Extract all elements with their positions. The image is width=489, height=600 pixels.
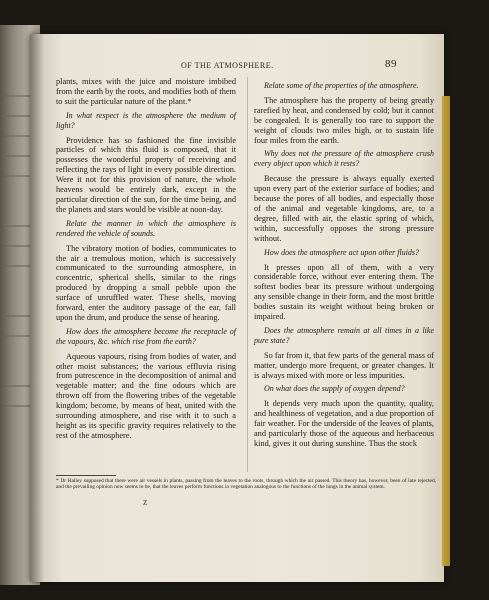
- answer-paragraph: It presses upon all of them, with a very considerable force, without ever entering them. The softest bodies bear its pressure without undergoing any sensible change in their form, and the most brittle bodies sustain its weight without being broken or impaired.: [254, 262, 434, 322]
- page-gutter-shadow: [30, 34, 44, 582]
- question-heading: How does the atmosphere become the receptacle of the vapours, &c. which rise from the earth?: [56, 326, 236, 346]
- answer-paragraph: So far from it, that few parts of the general mass of matter, undergo more frequent, or greater changes. It is always mixed with more or less impurities.: [254, 350, 434, 380]
- answer-paragraph: The atmosphere has the property of being greatly rarefied by heat, and condensed by cold; but it cannot be congealed. It is generally too rare to support the weight of clouds two miles high, or to sustain life four miles from the earth.: [254, 95, 434, 145]
- question-heading: Relate some of the properties of the atmosphere.: [264, 81, 419, 90]
- footnote-rule: [56, 475, 116, 476]
- answer-paragraph: plants, mixes with the juice and moisture imbibed from the earth by the roots, and modifies both of them to suit the particular nature of the plant.*: [56, 77, 236, 106]
- running-title: OF THE ATMOSPHERE.: [181, 61, 274, 70]
- question-heading: Relate the manner in which the atmosphere is rendered the vehicle of sounds.: [56, 218, 236, 238]
- question-heading: How does the atmosphere act upon other fluids?: [264, 247, 420, 257]
- answer-paragraph: Because the pressure is always equally exerted upon every part of the exterior surface of bodies; and because the pores of all bodies, and especially those of the animal and vegetable kingdoms, are, to a degree, filled with air, the elastic spring of which, within, successfully opposes the strong pressure without.: [254, 174, 434, 243]
- right-text-column: [254, 77, 434, 453]
- question-heading: On what does the supply of oxygen depend?: [264, 384, 405, 394]
- question-heading: In what respect is the atmosphere the medium of light?: [56, 110, 236, 130]
- answer-paragraph: The vibratory motion of bodies, communicates to the air a tremulous motion, which is successively communicated to the surrounding atmosphere, in concentric, spherical shells, similar to the rings produced by dropping a small pebble upon the surface of unruffled water. These shells, moving forward, enter the auditory passage of the ear, fall upon the drum, and produce the sense of hearing.: [56, 243, 236, 322]
- answer-paragraph: Aqueous vapours, rising from bodies of water, and other moist substances; the various effluvia rising from putrescence in the decomposition of animal and vegetable matter; and the fine odours which are thrown off from the flowering tribes of the vegetable kingdom; become, by means of heat, united with the surrounding atmosphere, and rise with it to such a height as its specific gravity requires relatively to the rest of the atmosphere.: [56, 351, 236, 440]
- answer-paragraph: Providence has so fashioned the fine invisible particles of which this fluid is composed, that it possesses the wonderful property of receiving and reflecting the rays of light in every possible direction. Were it not for this provision of nature, the whole heavens would be entirely dark, except in the particular direction of the sun, for the time being, and the planets and stars would be visible at noon-day.: [56, 135, 236, 214]
- question-heading: Why does not the pressure of the atmosphere crush every object upon which it rests?: [254, 149, 434, 169]
- answer-paragraph: It depends very much upon the quantity, quality, and healthiness of vegetation, and a due proportion of fair weather. For the underside of the leaves of plants, and particularly those of the aqueous and herbaceous kind, gives it out during sunshine. Thus the stock: [254, 399, 434, 448]
- footnote: * Dr Halley supposed that there were air vessels in plants, passing from the leaves to the roots, through which the air passed. This theory has, however, been of late rejected, and the prevailing opinion now seems to be, that the leaves perform functions in vegetation analogous to the functions of the lungs in the animal system.: [56, 478, 436, 491]
- column-divider: [247, 77, 248, 472]
- left-text-column: [56, 77, 236, 445]
- page-number: 89: [385, 58, 397, 70]
- gilt-page-edge: [442, 96, 450, 566]
- signature-mark: Z: [143, 499, 148, 507]
- question-heading: Does the atmosphere remain at all times in a like pure state?: [254, 325, 434, 345]
